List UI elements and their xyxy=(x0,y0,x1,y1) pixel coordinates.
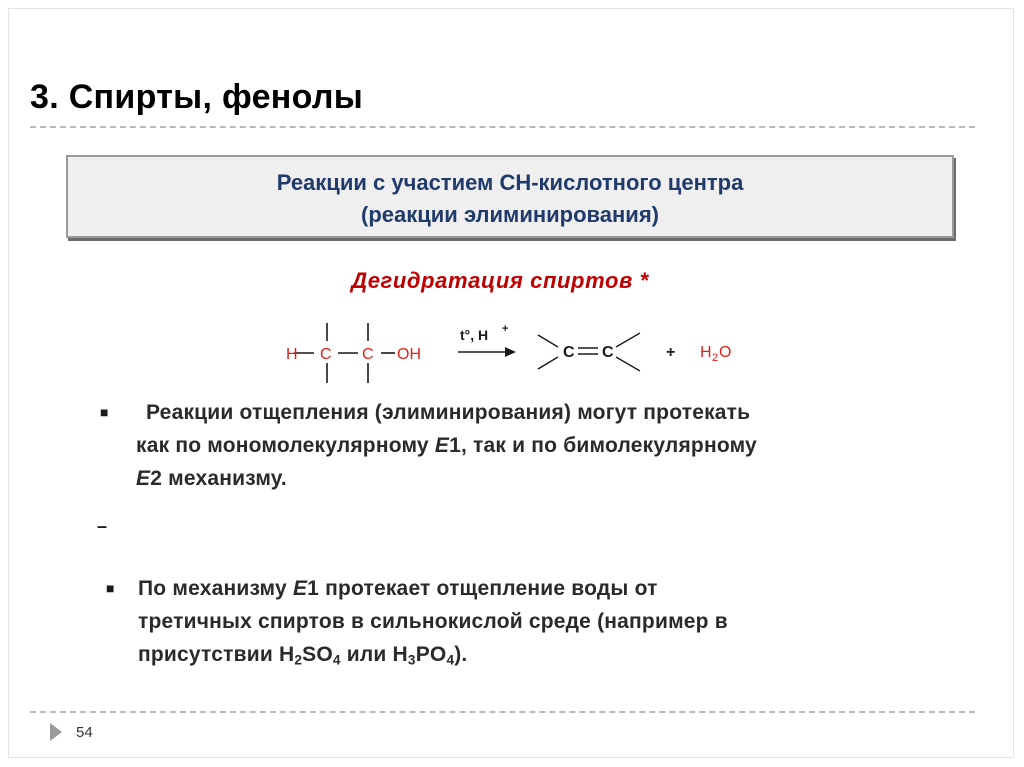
reaction-arrow-icon xyxy=(505,347,516,357)
reaction-conditions: t°, H xyxy=(460,327,489,343)
product-c1: C xyxy=(563,344,575,361)
bullet-line-text: 2 механизму. xyxy=(150,467,287,490)
water-subscript: 2 xyxy=(712,352,719,364)
reaction-conditions-charge: + xyxy=(502,323,509,335)
water-h: H xyxy=(700,344,712,361)
section-header-line1: Реакции с участием СН-кислотного центра xyxy=(276,170,744,195)
subscript: 4 xyxy=(446,652,455,668)
bullet-line xyxy=(138,572,966,605)
triangle-right-icon xyxy=(50,723,62,741)
reactant-oh: OH xyxy=(397,346,421,363)
bullet-line xyxy=(136,429,960,462)
bullet-line xyxy=(136,462,960,495)
bullet-line-text: PO xyxy=(415,643,447,666)
bullet-line-text: ). xyxy=(454,643,468,666)
page-number: 54 xyxy=(76,724,93,741)
bullet-line xyxy=(138,638,966,676)
bullet-e1-mechanism xyxy=(106,572,966,676)
bullet-line-text: По механизму xyxy=(138,577,293,600)
section-header-box xyxy=(66,155,954,238)
square-bullet-icon: ■ xyxy=(100,404,109,420)
bullet-line-text: 1 протекает отщепление воды от xyxy=(307,577,658,600)
dehydration-reaction-scheme xyxy=(276,315,756,390)
square-bullet-icon: ■ xyxy=(106,580,115,596)
bullet-line xyxy=(136,396,960,429)
subscript: 4 xyxy=(332,652,341,668)
subscript: 3 xyxy=(407,652,416,668)
slide-title: 3. Спирты, фенолы xyxy=(30,78,364,116)
water-o: O xyxy=(719,344,732,361)
section-header-line2: (реакции элиминирования) xyxy=(361,202,659,227)
subscript: 2 xyxy=(294,652,303,668)
footer-divider xyxy=(30,711,975,713)
dash-mark: – xyxy=(97,516,108,536)
title-divider xyxy=(30,126,975,128)
bullet-line-text: присутствии H xyxy=(138,643,295,666)
bullet-line-text: 1, так и по бимолекулярному xyxy=(449,434,757,457)
bullet-line-text: как по мономолекулярному xyxy=(136,434,435,457)
reactant-h: H xyxy=(286,346,298,363)
reactant-c1: C xyxy=(320,346,332,363)
product-bonds xyxy=(538,333,640,371)
bullet-text xyxy=(106,572,966,676)
reactant-bonds xyxy=(294,323,395,383)
product-c2: C xyxy=(602,344,614,361)
bullet-line-text: или H xyxy=(340,643,408,666)
reaction-plus: + xyxy=(666,344,676,361)
reactant-c2: C xyxy=(362,346,374,363)
mechanism-e-symbol: E xyxy=(292,577,308,600)
bullet-line-text: SO xyxy=(302,643,333,666)
reaction-subtitle: Дегидратация спиртов * xyxy=(351,268,649,293)
bullet-line-text: Реакции отщепления (элиминирования) могут протекать xyxy=(146,401,751,424)
mechanism-e-symbol: E xyxy=(136,467,151,490)
bullet-text xyxy=(100,396,960,495)
bullet-line-text: третичных спиртов в сильнокислой среде (например в xyxy=(138,610,728,633)
bullet-line xyxy=(138,605,966,638)
mechanism-e-symbol: E xyxy=(434,434,450,457)
bullet-elimination-mechanisms xyxy=(100,396,960,495)
